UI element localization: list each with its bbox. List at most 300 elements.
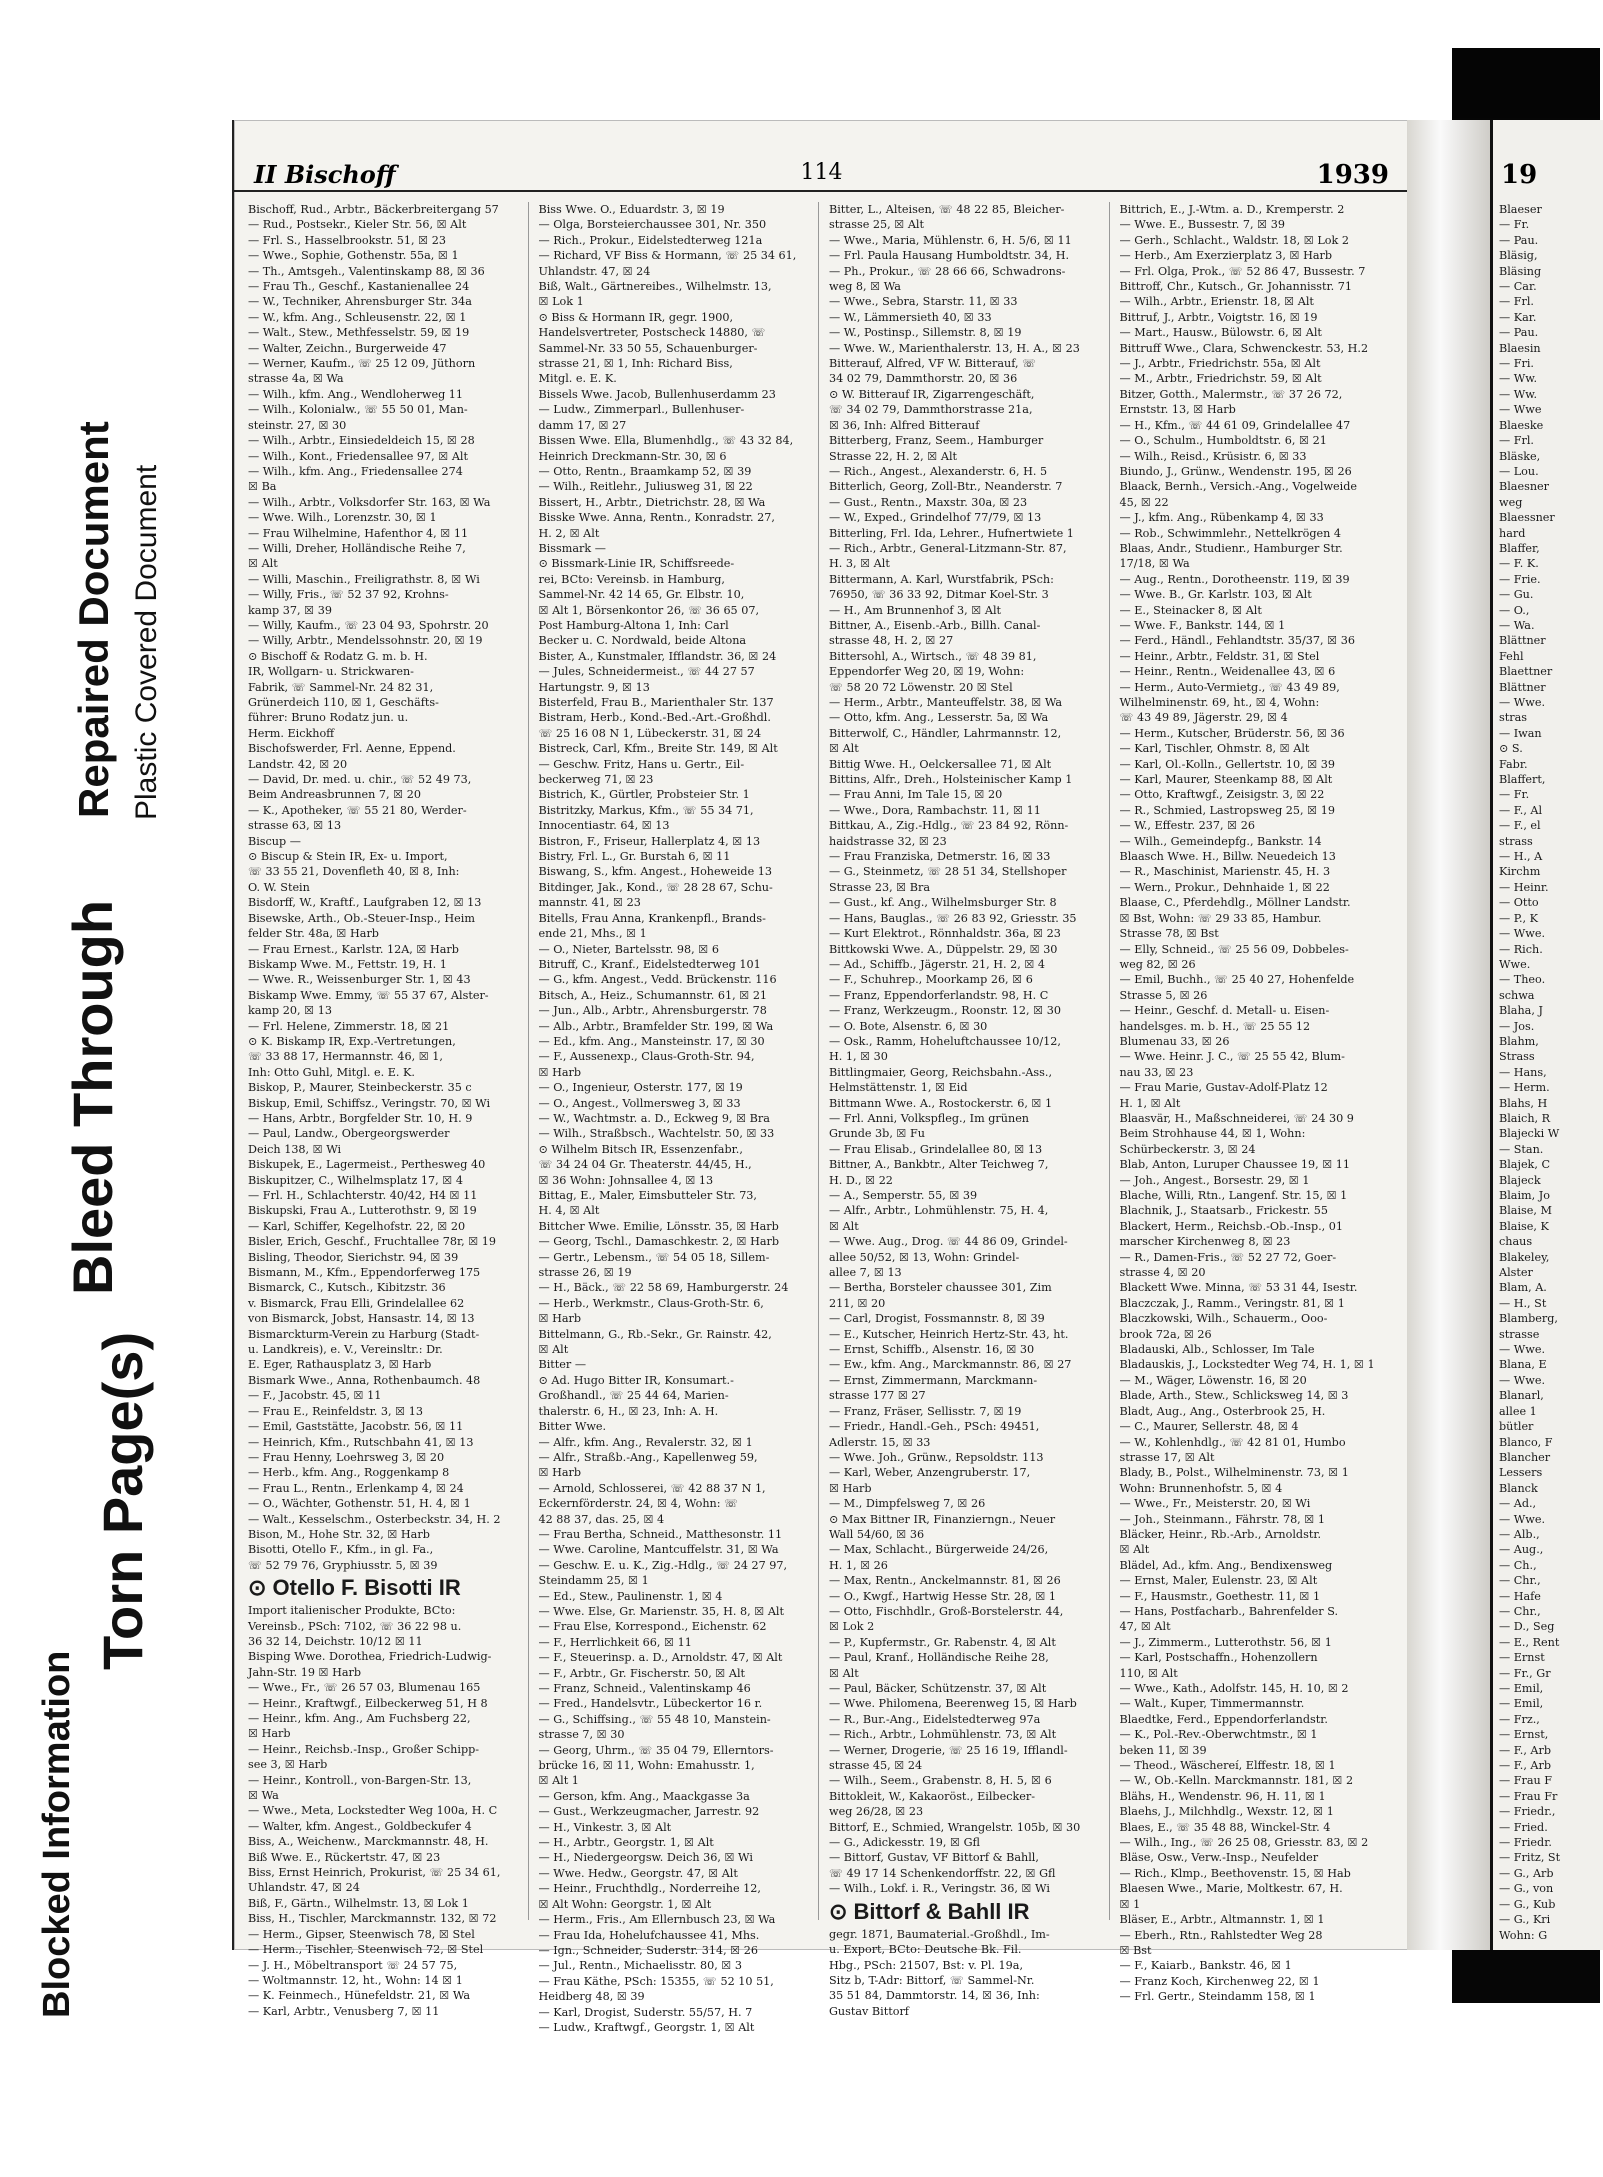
directory-entry-line: Bitzer, Gotth., Malermstr., ☏ 37 26 72, — [1119, 387, 1343, 401]
directory-entry-line: — Elly, Schneid., ☏ 25 56 09, Dobbeles- — [1119, 942, 1349, 956]
next-page-fragment: — H., A — [1499, 850, 1543, 864]
directory-entry-line: — Heinr., kfm. Ang., Am Fuchsberg 22, — [248, 1712, 471, 1725]
directory-entry-line: 34 02 79, Dammthorstr. 20, ☒ 36 — [829, 372, 1018, 386]
directory-entry-line: — Wilh., Seem., Grabenstr. 8, H. 5, ☒ 6 — [829, 1774, 1052, 1788]
directory-entry-line: 45, ☒ 22 — [1119, 495, 1169, 509]
directory-entry-line: — Frau Franziska, Detmerstr. 16, ☒ 33 — [829, 850, 1051, 864]
directory-entry-line: — Franz, Werkzeugm., Roonstr. 12, ☒ 30 — [829, 1004, 1061, 1018]
next-page-fragment: Blaeser — [1499, 203, 1542, 216]
directory-entry-line: — Karl, Schiffer, Kegelhofstr. 22, ☒ 20 — [248, 1219, 466, 1233]
next-page-fragment: — G., Kub — [1499, 1897, 1556, 1911]
directory-entry-line: — Ludw., Kraftwgf., Georgstr. 1, ☒ Alt — [538, 2020, 755, 2034]
directory-entry-line: ⊙ Wilhelm Bitsch IR, Essenzenfabr., — [538, 1142, 743, 1156]
directory-entry-line: Blaczczak, J., Ramm., Veringstr. 81, ☒ 1 — [1119, 1296, 1345, 1310]
directory-entry-line: Bistron, F., Friseur, Hallerplatz 4, ☒ 13 — [538, 834, 761, 848]
directory-entry-line: — Frau Marie, Gustav-Adolf-Platz 12 — [1119, 1081, 1328, 1095]
directory-entry-line: Bittkowski Wwe. A., Düppelstr. 29, ☒ 30 — [829, 942, 1058, 956]
directory-entry-line: Blaesen Wwe., Marie, Moltkestr. 67, H. — [1119, 1882, 1343, 1896]
directory-entry-line: — M., Wäger, Löwenstr. 16, ☒ 20 — [1119, 1373, 1307, 1387]
directory-entry-line: ☒ Bst — [1119, 1943, 1152, 1957]
next-page-fragment: Blanarl, — [1499, 1389, 1544, 1403]
directory-entry-line: — Ew., kfm. Ang., Marckmannstr. 86, ☒ 27 — [829, 1358, 1072, 1372]
directory-entry-line: 36 32 14, Deichstr. 10/12 ☒ 11 — [248, 1634, 423, 1648]
next-page-fragment: Blättner — [1499, 634, 1546, 648]
directory-entry-line: — H., Arbtr., Georgstr. 1, ☒ Alt — [538, 1836, 714, 1850]
next-page-fragment: — G., von — [1499, 1882, 1554, 1896]
next-page-fragment: — Ernst — [1499, 1651, 1545, 1665]
directory-entry-line: — A., Semperstr. 55, ☒ 39 — [829, 1189, 978, 1202]
next-page-fragment: — O., — [1499, 603, 1530, 617]
next-page-fragment: — Heinr. — [1499, 880, 1549, 894]
next-page-fragment: ⊙ S. — [1499, 742, 1523, 756]
directory-entry-line: — Jules, Schneidermeist., ☏ 44 27 57 — [538, 665, 755, 679]
next-page-fragment: — Wwe. — [1499, 1343, 1545, 1357]
directory-entry-line: — Herb., Werkmstr., Claus-Groth-Str. 6, — [538, 1296, 764, 1310]
next-page-fragment: — Wwe. — [1499, 1512, 1545, 1526]
directory-entry-line: ☒ Lok 1 — [538, 295, 584, 309]
directory-entry-line: — Herm., Gipser, Steenwisch 78, ☒ Stel — [248, 1927, 475, 1941]
directory-entry-line: — Walt., Kuper, Timmermannstr. — [1119, 1697, 1305, 1711]
column-4 — [1119, 202, 1400, 2004]
next-page-fragment: — Friedr. — [1499, 1836, 1552, 1850]
directory-entry-line: — Walt., Stew., Methfesselstr. 59, ☒ 19 — [248, 326, 470, 340]
next-page-fragment: Bläsing — [1499, 264, 1542, 278]
directory-entry-line: — Friedr., Handl.-Geh., PSch: 49451, — [829, 1420, 1040, 1434]
next-page-fragment: — Emil, — [1499, 1697, 1544, 1711]
next-page-fragment: Blana, E — [1499, 1358, 1547, 1372]
directory-entry-line: strasse 45, ☒ 24 — [829, 1759, 923, 1773]
next-page-fragment: Blättner — [1499, 680, 1546, 694]
directory-entry-line: — G., Schiffsing., ☏ 55 48 10, Manstein- — [538, 1712, 771, 1726]
directory-entry-line: Biskamp Wwe. Emmy, ☏ 55 37 67, Alster- — [248, 988, 489, 1002]
next-page-fragment: — Frl. — [1499, 434, 1534, 448]
directory-entry-line: ☒ Harb — [248, 1727, 291, 1741]
directory-entry-line: — Wwe., Kath., Adolfstr. 145, H. 10, ☒ 2 — [1119, 1682, 1349, 1695]
directory-entry-line: — Alfr., Arbtr., Lohmühlenstr. 75, H. 4, — [829, 1204, 1049, 1218]
directory-entry-line: — M., Arbtr., Friedrichstr. 59, ☒ Alt — [1119, 372, 1322, 386]
directory-entry-line: Blady, B., Polst., Wilhelminenstr. 73, ☒ 1 — [1119, 1466, 1349, 1480]
next-page-fragment: hard — [1499, 526, 1526, 540]
directory-page — [232, 120, 1409, 2034]
directory-entry-line: Bittermann, A. Karl, Wurstfabrik, PSch: — [829, 572, 1054, 586]
directory-entry-line: Blaczkowski, Wilh., Schauerm., Ooo- — [1119, 1312, 1328, 1326]
directory-entry-line: Inh: Otto Guhl, Mitgl. e. E. K. — [248, 1065, 415, 1079]
directory-entry-line: — K., Apotheker, ☏ 55 21 80, Werder- — [248, 803, 467, 817]
directory-entry-line: Bismarckturm-Verein zu Harburg (Stadt- — [248, 1327, 480, 1341]
directory-entry-line: — Frau Ernest., Karlstr. 12A, ☒ Harb — [248, 942, 459, 956]
directory-entry-line: Bitterberg, Franz, Seem., Hamburger — [829, 434, 1044, 448]
directory-entry-line: — Jun., Alb., Arbtr., Ahrensburgerstr. 78 — [538, 1004, 767, 1018]
next-page-fragment: strasse — [1499, 1327, 1540, 1341]
directory-entry-line: ☒ Lok 2 — [829, 1620, 875, 1634]
directory-entry-line: ☒ Alt — [538, 1343, 569, 1357]
next-page-fragment: — F., Arb — [1499, 1759, 1552, 1773]
directory-entry-line: Bitterwolf, C., Händler, Lahrmannstr. 12, — [829, 726, 1062, 740]
directory-entry-line: ☏ 33 88 17, Hermannstr. 46, ☒ 1, — [248, 1050, 443, 1064]
directory-entry-line: — W., Effestr. 237, ☒ 26 — [1119, 819, 1255, 833]
directory-entry-line: Eckernförderstr. 24, ☒ 4, Wohn: ☏ — [538, 1497, 739, 1511]
directory-entry-line: H. 1, ☒ 26 — [829, 1558, 888, 1572]
directory-entry-line: ⊙ Bissmark-Linie IR, Schiffsreede- — [538, 557, 735, 571]
directory-entry-line: allee 50/52, ☒ 13, Wohn: Grindel- — [829, 1250, 1020, 1264]
next-page-fragment: weg — [1499, 495, 1523, 509]
scanner-edge-corner — [1452, 48, 1600, 118]
directory-entry-line: — Frau Else, Korrespond., Eichenstr. 62 — [538, 1620, 767, 1634]
directory-entry-line: — Herm., Arbtr., Manteuffelstr. 38, ☒ Wa — [829, 696, 1063, 709]
directory-entry-line: — Willi, Dreher, Holländische Reihe 7, — [248, 541, 466, 555]
directory-entry-line: Bläser, E., Arbtr., Altmannstr. 1, ☒ 1 — [1119, 1913, 1325, 1927]
next-page-fragment: — F., Al — [1499, 803, 1543, 817]
directory-entry-line: ☒ Wa — [248, 1789, 279, 1803]
next-page-fragment: Blaesin — [1499, 341, 1541, 355]
directory-entry-line: — Wilh., Straßbsch., Wachtelstr. 50, ☒ 33 — [538, 1127, 775, 1141]
next-page-fragment: — Rich. — [1499, 942, 1543, 956]
directory-entry-line: — O. Bote, Alsenstr. 6, ☒ 30 — [829, 1019, 988, 1033]
next-page-fragment: — Hans, — [1499, 1065, 1547, 1079]
directory-entry-line: — Frl. H., Schlachterstr. 40/42, H4 ☒ 11 — [248, 1189, 478, 1202]
directory-entry-line: — E., Kutscher, Heinrich Hertz-Str. 43, ht. — [829, 1327, 1069, 1341]
directory-entry-line: — Wilh., Kont., Friedensallee 97, ☒ Alt — [248, 449, 468, 463]
directory-entry-line: — Rich., Arbtr., Lohmühlenstr. 73, ☒ Alt — [829, 1728, 1057, 1742]
next-page-fragment: — Frie. — [1499, 572, 1541, 586]
next-page-fragment: — F., Arb — [1499, 1743, 1552, 1757]
directory-entry-line: — Frl. Paula Hausang Humboldtstr. 34, H. — [829, 249, 1070, 263]
directory-entry-line: Bladauski, Alb., Schlosser, Im Tale — [1119, 1343, 1315, 1357]
directory-entry-line: Bitruff, C., Kranf., Eidelstedterweg 101 — [538, 957, 761, 971]
directory-entry-line: Biß, Walt., Gärtnereibes., Wilhelmstr. 13, — [538, 280, 772, 294]
directory-entry-line: — R., Bur.-Ang., Eidelstedterweg 97a — [829, 1712, 1041, 1726]
next-page-fragment: — Frau Fr — [1499, 1789, 1558, 1803]
directory-entry-line: Bisotti, Otello F., Kfm., in gl. Fa., — [248, 1543, 434, 1557]
directory-entry-line: strasse 26, ☒ 19 — [538, 1266, 632, 1280]
directory-entry-line: — Willy, Arbtr., Mendelssohnstr. 20, ☒ 19 — [248, 634, 483, 648]
directory-entry-line: — Alfr., Straßb.-Ang., Kapellenweg 59, — [538, 1450, 758, 1464]
directory-entry-line: strasse 48, H. 2, ☒ 27 — [829, 634, 954, 648]
directory-entry-line: see 3, ☒ Harb — [248, 1758, 328, 1772]
directory-entry-line: Bittag, E., Maler, Eimsbutteler Str. 73, — [538, 1189, 757, 1202]
directory-entry-line: Biß, F., Gärtn., Wilhelmstr. 13, ☒ Lok 1 — [248, 1896, 469, 1910]
directory-entry-line: 35 51 84, Dammtorstr. 14, ☒ 36, Inh: — [829, 1989, 1040, 2003]
directory-entry-line: Heidberg 48, ☒ 39 — [538, 1990, 645, 2004]
directory-entry-line: — R., Schmied, Lastropsweg 25, ☒ 19 — [1119, 803, 1335, 817]
directory-entry-line: — G., Adickesstr. 19, ☒ Gfl — [829, 1836, 980, 1850]
next-page-fragment: — Lou. — [1499, 464, 1539, 478]
directory-entry-line: Bittig Wwe. H., Oelckersallee 71, ☒ Alt — [829, 757, 1052, 771]
directory-entry-line: — Ludw., Zimmerparl., Bullenhuser- — [538, 403, 745, 417]
directory-entry-line: — Bittorf, Gustav, ⅤF Bittorf & Bahll, — [829, 1851, 1039, 1865]
directory-entry-line: ☒ Bst, Wohn: ☏ 29 33 85, Hambur. — [1119, 911, 1322, 925]
directory-entry-line: — W., Wachtmstr. a. D., Eckweg 9, ☒ Bra — [538, 1111, 770, 1125]
directory-entry-line: Bismark Wwe., Anna, Rothenbaumch. 48 — [248, 1373, 481, 1387]
next-page-fragment: chaus — [1499, 1235, 1533, 1249]
directory-entry-line: — Frau Henny, Loehrsweg 3, ☒ 20 — [248, 1450, 445, 1464]
directory-entry-line: — Walt., Kesselschm., Osterbeckstr. 34, H. 2 — [248, 1512, 501, 1526]
directory-entry-line: Bitter, L., Alteisen, ☏ 48 22 85, Bleicher- — [829, 203, 1065, 216]
directory-entry-line: — Herm., Fris., Am Ellernbusch 23, ☒ Wa — [538, 1913, 776, 1927]
directory-entry-line: Bittner, A., Eisenb.-Arb., Billh. Canal- — [829, 618, 1041, 632]
directory-entry-line: Vereinsb., PSch: 7102, ☏ 36 22 98 u. — [248, 1619, 462, 1633]
directory-entry-line: Landstr. 42, ☒ 20 — [248, 757, 348, 771]
directory-entry-line: — Paul, Landw., Obergeorgswerder — [248, 1127, 450, 1141]
next-page-fragment: Blaha, J — [1499, 1004, 1543, 1018]
directory-entry-line: Blaehs, J., Milchhdlg., Wexstr. 12, ☒ 1 — [1119, 1805, 1334, 1819]
directory-entry-line: Blaack, Bernh., Versich.-Ang., Vogelweide — [1119, 480, 1358, 494]
directory-entry-line: ☒ Alt — [829, 742, 859, 756]
directory-entry-line: Biss Wwe. O., Eduardstr. 3, ☒ 19 — [538, 203, 725, 216]
next-page-fragment: — Frz., — [1499, 1712, 1540, 1726]
directory-entry-line: — Otto, Rentn., Braamkamp 52, ☒ 39 — [538, 464, 752, 478]
directory-entry-line: — Franz, Fräser, Sellisstr. 7, ☒ 19 — [829, 1404, 1022, 1418]
directory-entry-line: — Werner, Kaufm., ☏ 25 12 09, Jüthorn — [248, 357, 476, 371]
directory-entry-line: — Karl, Tischler, Ohmstr. 8, ☒ Alt — [1119, 742, 1310, 756]
directory-entry-line: — Franz, Schneid., Valentinskamp 46 — [538, 1682, 751, 1695]
directory-entry-line: beckerweg 71, ☒ 23 — [538, 773, 654, 787]
next-page-fragment: — G., Arb — [1499, 1866, 1554, 1880]
note-bleed-through: Bleed Through — [61, 899, 124, 1295]
directory-entry-line: — Paul, Kranf., Holländische Reihe 28, — [829, 1651, 1049, 1665]
directory-entry-line: — J. H., Möbeltransport ☏ 24 57 75, — [248, 1958, 458, 1972]
next-page-fragment: — H., St — [1499, 1296, 1547, 1310]
directory-entry-line: ☒ 36, Inh: Alfred Bitterauf — [829, 418, 980, 432]
directory-entry-line: strasse 4, ☒ 20 — [1119, 1266, 1206, 1280]
directory-entry-line: — G., Steinmetz, ☏ 28 51 34, Stellshoper — [829, 865, 1067, 879]
directory-entry-line: Becker u. C. Nordwald, beide Altona — [538, 634, 747, 648]
next-page-fragment: Blaettner — [1499, 665, 1553, 679]
next-page-fragment: Blahm, — [1499, 1034, 1539, 1048]
next-page-fragment: — D., Seg — [1499, 1620, 1555, 1634]
directory-entry-line: — Ernst, Zimmermann, Marckmann- — [829, 1373, 1038, 1387]
directory-entry-line: — Wilh., kfm. Ang., Friedensallee 274 — [248, 464, 463, 478]
directory-entry-line: — Otto, Fischhdlr., Groß-Borstelerstr. 44, — [829, 1604, 1064, 1618]
directory-entry-line: — Karl, Ol.-Kolln., Gellertstr. 10, ☒ 39 — [1119, 757, 1336, 771]
directory-entry-line: Blache, Willi, Rtn., Langenf. Str. 15, ☒ 1 — [1119, 1189, 1348, 1202]
directory-entry-line: — W., kfm. Ang., Schleusenstr. 22, ☒ 1 — [248, 310, 467, 324]
directory-entry-line: — J., Arbtr., Friedrichstr. 55a, ☒ Alt — [1119, 357, 1321, 371]
directory-entry-line: Bistreck, Carl, Kfm., Breite Str. 149, ☒ Alt — [538, 742, 778, 756]
next-page-fragment: Fehl — [1499, 649, 1524, 663]
next-page-fragment: Blajeck — [1499, 1173, 1541, 1187]
next-page-edge — [1490, 120, 1603, 1950]
page-year: 1939 — [1316, 160, 1389, 190]
directory-entry-line: Sitz b, T-Adr: Bittorf, ☏ Sammel-Nr. — [829, 1973, 1035, 1987]
directory-entry-line: Bisewske, Arth., Ob.-Steuer-Insp., Heim — [248, 911, 475, 925]
directory-entry-line: — Heinr., Fruchthdlg., Norderreihe 12, — [538, 1882, 761, 1896]
column-2 — [538, 202, 820, 2034]
directory-entry-line: Bison, M., Hohe Str. 32, ☒ Harb — [248, 1527, 430, 1541]
directory-entry-line: Handelsvertreter, Postscheck 14880, ☏ — [538, 326, 766, 340]
directory-entry-line: — Wwe. Philomena, Beerenweg 15, ☒ Harb — [829, 1697, 1077, 1711]
directory-entry-line: weg 8, ☒ Wa — [829, 280, 901, 294]
directory-entry-line: IR, Wollgarn- u. Strickwaren- — [248, 665, 414, 679]
directory-entry-line: Post Hamburg-Altona 1, Inh: Carl — [538, 618, 729, 632]
directory-entry-line: — Gust., Werkzeugmacher, Jarrestr. 92 — [538, 1805, 760, 1819]
directory-entry-line: — O., Schulm., Humboldtstr. 6, ☒ 21 — [1119, 434, 1327, 448]
directory-entry-line: Heinrich Dreckmann-Str. 30, ☒ 6 — [538, 449, 727, 463]
directory-entry-line: — Herb., kfm. Ang., Roggenkamp 8 — [248, 1466, 450, 1480]
directory-entry-line: — Herm., Auto-Vermietg., ☏ 43 49 89, — [1119, 680, 1340, 694]
directory-entry-line: gegr. 1871, Baumaterial.-Großhdl., Im- — [829, 1927, 1050, 1941]
next-page-fragment: — Fr., Gr — [1499, 1666, 1551, 1680]
directory-entry-line: weg 26/28, ☒ 23 — [829, 1805, 924, 1819]
directory-entry-line: — Wwe. Heinr. J. C., ☏ 25 55 42, Blum- — [1119, 1050, 1345, 1064]
directory-entry-line: Blaasvär, H., Maßschneiderei, ☏ 24 30 9 — [1119, 1111, 1354, 1125]
next-page-fragment: — F. K. — [1499, 557, 1539, 571]
directory-entry-line: ☒ Harb — [829, 1481, 872, 1495]
directory-entry-line: Sammel-Nr. 42 14 65, Gr. Elbstr. 10, — [538, 588, 745, 602]
directory-entry-line: — Otto, Kraftwgf., Zeisigstr. 3, ☒ 22 — [1119, 788, 1325, 802]
directory-entry-line: — Ph., Prokur., ☏ 28 66 66, Schwadrons- — [829, 264, 1066, 278]
next-page-fragment: Blaffer, — [1499, 541, 1540, 555]
directory-entry-line: Bissmark — — [538, 541, 606, 555]
directory-entry-line: Strasse 5, ☒ 26 — [1119, 988, 1208, 1002]
next-page-year: 19 — [1501, 160, 1538, 190]
directory-entry-line: 17/18, ☒ Wa — [1119, 557, 1190, 571]
section-title: Bischoff — [284, 160, 396, 189]
directory-entry-line: — Wwe. W., Marienthalerstr. 13, H. A., ☒ 23 — [829, 341, 1080, 355]
directory-entry-line: Bistry, Frl. L., Gr. Burstah 6, ☒ 11 — [538, 850, 731, 864]
directory-entry-line: — David, Dr. med. u. chir., ☏ 52 49 73, — [248, 773, 472, 787]
directory-entry-line: — Heinr., Arbtr., Feldstr. 31, ☒ Stel — [1119, 649, 1320, 663]
directory-entry-line: — Rich., Angest., Alexanderstr. 6, H. 5 — [829, 464, 1048, 478]
directory-entry-line: H. 1, ☒ 30 — [829, 1050, 888, 1064]
directory-entry-line: — O., Kwgf., Hartwig Hesse Str. 28, ☒ 1 — [829, 1589, 1057, 1603]
next-page-fragment: — Ww. — [1499, 387, 1538, 401]
next-page-fragment: — Fried. — [1499, 1820, 1548, 1834]
directory-entry-line: Uhlandstr. 47, ☒ 24 — [248, 1881, 360, 1895]
directory-entry-line: — Frau E., Reinfeldstr. 3, ☒ 13 — [248, 1404, 423, 1418]
directory-entry-line: — Ernst, Maler, Eulenstr. 23, ☒ Alt — [1119, 1574, 1318, 1588]
next-page-fragment: Blam, A. — [1499, 1281, 1547, 1295]
directory-entry-line: — Franz Koch, Kirchenweg 22, ☒ 1 — [1119, 1974, 1320, 1988]
directory-entry-line: Biscup — — [248, 834, 301, 848]
directory-entry-line: Biskamp Wwe. M., Fettstr. 19, H. 1 — [248, 957, 447, 971]
next-page-fragment: Blaeske — [1499, 418, 1544, 432]
next-page-fragment: Blajek, C — [1499, 1158, 1551, 1172]
next-page-fragment: — Ad., — [1499, 1497, 1537, 1511]
directory-entry-line: Bistram, Herb., Kond.-Bed.-Art.-Großhdl. — [538, 711, 771, 725]
directory-entry-line: — Max, Schlacht., Bürgerweide 24/26, — [829, 1543, 1049, 1557]
directory-entry-line: ☒ Harb — [538, 1312, 582, 1326]
directory-entry-line: — Frau Wilhelmine, Hafenthor 4, ☒ 11 — [248, 526, 469, 540]
directory-entry-line: — Karl, Postschaffn., Hohenzollern — [1119, 1651, 1318, 1665]
directory-entry-line: kamp 37, ☒ 39 — [248, 603, 332, 617]
next-page-fragment: — Fr. — [1499, 788, 1530, 802]
directory-entry-line: — Frau Käthe, PSch: 15355, ☏ 52 10 51, — [538, 1974, 774, 1988]
directory-entry-line: Fabrik, ☏ Sammel-Nr. 24 82 31, — [248, 680, 434, 694]
next-page-fragment: — Wwe. — [1499, 696, 1545, 709]
directory-entry-line: — Rob., Schwimmlehr., Nettelkrögen 4 — [1119, 526, 1342, 540]
directory-entry-line: Bitells, Frau Anna, Krankenpfl., Brands- — [538, 911, 766, 925]
directory-entry-line: — Rich., Prokur., Eidelstedterweg 121a — [538, 233, 763, 247]
directory-entry-line: — Osk., Ramm, Hoheluftchaussee 10/12, — [829, 1034, 1061, 1048]
next-page-fragment: — Car. — [1499, 280, 1537, 294]
directory-entry-line: Blähs, H., Wendenstr. 96, H. 11, ☒ 1 — [1119, 1789, 1326, 1803]
directory-entry-line: — Mart., Hausw., Bülowstr. 6, ☒ Alt — [1119, 326, 1322, 340]
directory-entry-line: — Gust., kf. Ang., Wilhelmsburger Str. 8 — [829, 896, 1057, 910]
directory-entry-line: Bittcher Wwe. Emilie, Lönsstr. 35, ☒ Harb — [538, 1219, 779, 1233]
next-page-fragment: Blakeley, — [1499, 1250, 1550, 1264]
next-page-fragment: Blahs, H — [1499, 1096, 1548, 1110]
next-page-fragment: Bläske, — [1499, 449, 1541, 463]
directory-entry-line: ☏ 43 49 89, Jägerstr. 29, ☒ 4 — [1119, 711, 1288, 725]
directory-entry-line: Biß Wwe. E., Rückertstr. 47, ☒ 23 — [248, 1850, 441, 1864]
directory-entry-line: Bittrich, E., J.-Wtm. a. D., Kremperstr. 2 — [1119, 203, 1345, 216]
directory-entry-line: — J., Zimmerm., Lutterothstr. 56, ☒ 1 — [1119, 1635, 1332, 1649]
directory-entry-line: — Hans, Postfacharb., Bahrenfelder S. — [1119, 1604, 1339, 1618]
directory-entry-line: Bladauskis, J., Lockstedter Weg 74, H. 1, ☒ 1 — [1119, 1358, 1375, 1372]
directory-entry-line: — W., Exped., Grindelhof 77/79, ☒ 13 — [829, 511, 1042, 525]
directory-entry-line: Bläse, Osw., Verw.-Insp., Neufelder — [1119, 1851, 1319, 1865]
column-3 — [829, 202, 1110, 2018]
directory-entry-line: — Herm., Tischler, Steenwisch 72, ☒ Stel — [248, 1943, 484, 1957]
directory-entry-line: H. D., ☒ 22 — [829, 1173, 893, 1187]
directory-entry-line: — Frl. Anni, Volkspfleg., Im grünen — [829, 1111, 1030, 1125]
next-page-fragment: — Iwan — [1499, 726, 1542, 740]
directory-entry-line: — Wilh., Arbtr., Einsiedeldeich 15, ☒ 28 — [248, 434, 475, 448]
directory-entry-line: — Carl, Drogist, Fossmannstr. 8, ☒ 39 — [829, 1312, 1045, 1326]
directory-entry-line: ☏ 52 79 76, Gryphiusstr. 5, ☒ 39 — [248, 1558, 438, 1572]
directory-entry-line: — E., Steinacker 8, ☒ Alt — [1119, 603, 1262, 617]
next-page-fragment: — Wwe — [1499, 403, 1542, 417]
directory-entry-line: Blaas, Andr., Studienr., Hamburger Str. — [1119, 541, 1343, 555]
directory-entry-line: — W., Ob.-Kelln. Marckmannstr. 181, ☒ 2 — [1119, 1774, 1354, 1788]
next-page-fragment: — Frau F — [1499, 1774, 1553, 1788]
directory-entry-line: ☏ 25 16 08 N 1, Lübeckerstr. 31, ☒ 24 — [538, 726, 762, 740]
next-page-fragment: Blaessner — [1499, 511, 1555, 525]
directory-entry-line: — F., Jacobstr. 45, ☒ 11 — [248, 1389, 382, 1403]
directory-entry-line: ⊙ Bischoff & Rodatz G. m. b. H. — [248, 649, 428, 663]
next-page-fragment: — P., K — [1499, 911, 1539, 925]
directory-entry-line: — Wwe., Meta, Lockstedter Weg 100a, H. C — [248, 1804, 498, 1818]
page-number: 114 — [800, 160, 843, 185]
directory-entry-line: Großhandl., ☏ 25 44 64, Marien- — [538, 1389, 729, 1403]
page-header — [234, 160, 1409, 192]
directory-entry-line: ⊙ Max Bittner IR, Finanzierngn., Neuer — [829, 1512, 1056, 1526]
directory-entry-line: — R., Damen-Fris., ☏ 52 27 72, Goer- — [1119, 1250, 1337, 1264]
directory-entry-line: — Gertr., Lebensm., ☏ 54 05 18, Sillem- — [538, 1250, 770, 1264]
directory-entry-line: — Wwe., Fr., Meisterstr. 20, ☒ Wi — [1119, 1497, 1311, 1511]
directory-entry-line: — Werner, Drogerie, ☏ 25 16 19, Ifflandl- — [829, 1743, 1068, 1757]
next-page-fragment: — Herm. — [1499, 1081, 1550, 1095]
directory-entry-line: ⊙ W. Bitterauf IR, Zigarrengeschäft, — [829, 387, 1035, 401]
directory-entry-line: — Otto, kfm. Ang., Lesserstr. 5a, ☒ Wa — [829, 711, 1049, 725]
directory-entry-line: Bittner, A., Bankbtr., Alter Teichweg 7, — [829, 1158, 1049, 1172]
directory-entry-line: ☏ 49 17 14 Schenkendorffstr. 22, ☒ Gfl — [829, 1866, 1056, 1880]
directory-entry-line: Bittlingmaier, Georg, Reichsbahn.-Ass., — [829, 1065, 1053, 1079]
directory-entry-line: Bitter Wwe. — [538, 1420, 607, 1434]
directory-entry-line: Blackert, Herm., Reichsb.-Ob.-Insp., 01 — [1119, 1219, 1344, 1233]
next-page-fragment: Blaesner — [1499, 480, 1550, 494]
directory-entry-line: — H., Niedergeorgsw. Deich 36, ☒ Wi — [538, 1851, 753, 1865]
directory-entry-line: ☒ Harb — [538, 1065, 582, 1079]
directory-entry-line: Biskupski, Frau A., Lutterothstr. 9, ☒ 19 — [248, 1204, 477, 1218]
directory-entry-line: Biskup, Emil, Schiffsz., Veringstr. 70, ☒ Wi — [248, 1096, 491, 1110]
next-page-fragment: — Jos. — [1499, 1019, 1535, 1033]
directory-entry-line: — F., Steuerinsp. a. D., Arnoldstr. 47, ☒ Alt — [538, 1651, 783, 1665]
directory-entry-line: — Wilh., Reisd., Krüsistr. 6, ☒ 33 — [1119, 449, 1307, 463]
note-plastic-covered-document: Plastic Covered Document — [130, 464, 163, 820]
directory-entry-line: Bisterfeld, Frau B., Marienthaler Str. 137 — [538, 696, 774, 709]
directory-entry-line: Bittersohl, A., Wirtsch., ☏ 48 39 81, — [829, 649, 1037, 663]
directory-entry-line: — Alfr., kfm. Ang., Revalerstr. 32, ☒ 1 — [538, 1435, 753, 1449]
directory-entry-line: — Georg, Uhrm., ☏ 35 04 79, Ellerntors- — [538, 1743, 774, 1757]
directory-entry-line: ☒ Alt 1, Börsenkontor 26, ☏ 36 65 07, — [538, 603, 760, 617]
directory-entry-line: Bismann, M., Kfm., Eppendorferweg 175 — [248, 1266, 481, 1280]
next-page-fragment: Blamberg, — [1499, 1312, 1558, 1326]
directory-entry-line: strasse 177 ☒ 27 — [829, 1389, 926, 1403]
next-page-fragment: — Fr. — [1499, 218, 1530, 232]
next-page-fragment: — Pau. — [1499, 326, 1539, 340]
